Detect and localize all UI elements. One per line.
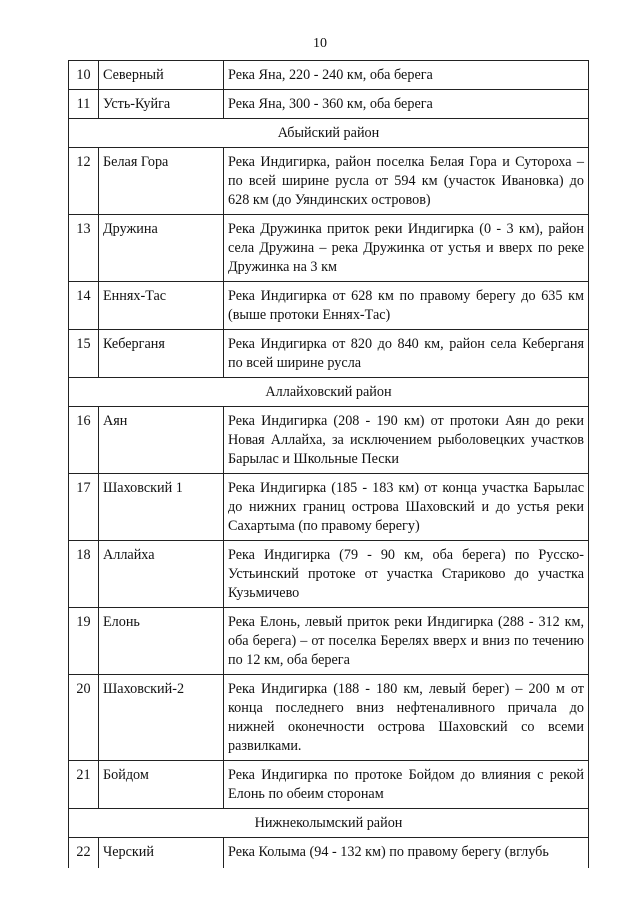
area-description: Река Елонь, левый приток реки Индигирка (288 - 312 км, оба берега) – от поселка Берелях вверх и вниз по течению по 12 км, оба берега xyxy=(224,608,589,675)
area-name: Северный xyxy=(99,61,224,90)
table-row xyxy=(69,541,589,608)
row-number: 20 xyxy=(69,675,99,761)
row-number: 12 xyxy=(69,148,99,215)
table-row xyxy=(69,330,589,378)
area-description: Река Индигирка (188 - 180 км, левый берег) – 200 м от конца последнего вниз нефтеналивного причала до нижней оконечности острова Шаховский со всеми развилками. xyxy=(224,675,589,761)
row-number: 15 xyxy=(69,330,99,378)
area-description: Река Индигирка, район поселка Белая Гора и Сутороха – по всей ширине русла от 594 км (участок Ивановка) до 628 км (до Уяндинских островов) xyxy=(224,148,589,215)
table-row xyxy=(69,608,589,675)
area-description: Река Индигирка (185 - 183 км) от конца участка Барылас до нижних границ острова Шаховский и до устья реки Сахартыма (по правому берегу) xyxy=(224,474,589,541)
area-name: Шаховский 1 xyxy=(99,474,224,541)
area-description: Река Колыма (94 - 132 км) по правому берегу (вглубь xyxy=(224,838,589,868)
area-name: Белая Гора xyxy=(99,148,224,215)
table-row xyxy=(69,90,589,119)
table-row xyxy=(69,761,589,809)
row-number: 17 xyxy=(69,474,99,541)
table-row xyxy=(69,61,589,90)
district-header xyxy=(69,378,589,407)
area-name: Кеберганя xyxy=(99,330,224,378)
area-name: Шаховский-2 xyxy=(99,675,224,761)
fishing-areas-table xyxy=(68,60,589,868)
area-name: Черский xyxy=(99,838,224,868)
row-number: 10 xyxy=(69,61,99,90)
row-number: 22 xyxy=(69,838,99,868)
area-name: Дружина xyxy=(99,215,224,282)
district-header xyxy=(69,809,589,838)
table-row xyxy=(69,215,589,282)
table-row xyxy=(69,474,589,541)
area-name: Елонь xyxy=(99,608,224,675)
row-number: 18 xyxy=(69,541,99,608)
table-row xyxy=(69,407,589,474)
district-title: Нижнеколымский район xyxy=(69,809,589,838)
area-description: Река Индигирка (79 - 90 км, оба берега) по Русско-Устьинский протоке от участка Стариково до участка Кузьмичево xyxy=(224,541,589,608)
row-number: 14 xyxy=(69,282,99,330)
area-description: Река Индигирка от 628 км по правому берегу до 635 км (выше протоки Еннях-Тас) xyxy=(224,282,589,330)
area-description: Река Индигирка (208 - 190 км) от протоки Аян до реки Новая Аллайха, за исключением рыболовецких участков Барылас и Школьные Пески xyxy=(224,407,589,474)
district-header xyxy=(69,119,589,148)
row-number: 13 xyxy=(69,215,99,282)
area-description: Река Яна, 300 - 360 км, оба берега xyxy=(224,90,589,119)
area-description: Река Яна, 220 - 240 км, оба берега xyxy=(224,61,589,90)
page-number: 10 xyxy=(313,36,327,51)
table-row xyxy=(69,675,589,761)
district-title: Аллайховский район xyxy=(69,378,589,407)
table-row xyxy=(69,282,589,330)
area-name: Усть-Куйга xyxy=(99,90,224,119)
area-name: Аян xyxy=(99,407,224,474)
row-number: 21 xyxy=(69,761,99,809)
row-number: 11 xyxy=(69,90,99,119)
area-name: Бойдом xyxy=(99,761,224,809)
area-description: Река Индигирка по протоке Бойдом до влияния с рекой Елонь по обеим сторонам xyxy=(224,761,589,809)
area-name: Еннях-Тас xyxy=(99,282,224,330)
area-name: Аллайха xyxy=(99,541,224,608)
table-row xyxy=(69,148,589,215)
row-number: 19 xyxy=(69,608,99,675)
area-description: Река Индигирка от 820 до 840 км, район села Кеберганя по всей ширине русла xyxy=(224,330,589,378)
table-row xyxy=(69,838,589,868)
area-description: Река Дружинка приток реки Индигирка (0 - 3 км), район села Дружина – река Дружинка от устья и вверх по реке Дружинка на 3 км xyxy=(224,215,589,282)
row-number: 16 xyxy=(69,407,99,474)
district-title: Абыйский район xyxy=(69,119,589,148)
